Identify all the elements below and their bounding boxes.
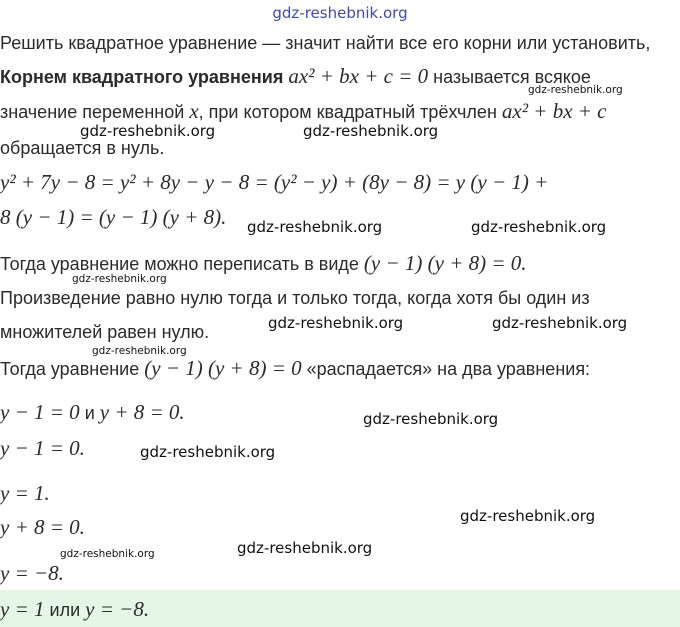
definition-line	[0, 64, 591, 89]
definition-rest: называется всякое	[433, 67, 591, 87]
equation-pair-b: y + 8 = 0.	[99, 400, 185, 424]
intro-trinomial: ax² + bx + c	[501, 99, 607, 123]
watermark: gdz-reshebnik.org	[528, 84, 623, 96]
rewrite-expression: (y − 1) (y + 8) = 0.	[363, 251, 527, 275]
watermark: gdz-reshebnik.org	[140, 443, 276, 461]
split-prefix: Тогда уравнение	[0, 359, 140, 379]
intro-line-3	[0, 99, 607, 124]
solution-2: y = −8.	[0, 561, 64, 585]
equation-pair-a: y − 1 = 0	[0, 400, 80, 424]
intro-line-1: Решить квадратное уравнение — значит найти все его корни или установить,	[0, 33, 651, 53]
watermark: gdz-reshebnik.org	[80, 122, 216, 140]
rewrite-prefix: Тогда уравнение можно переписать в виде	[0, 254, 359, 274]
answer-root-1: y = 1	[0, 597, 45, 621]
watermark: gdz-reshebnik.org	[363, 410, 499, 428]
equation-pair	[0, 400, 185, 425]
site-header	[0, 0, 680, 26]
watermark: gdz-reshebnik.org	[268, 314, 404, 332]
answer-line	[0, 597, 149, 622]
split-suffix: «распадается» на два уравнения:	[306, 359, 591, 379]
watermark: gdz-reshebnik.org	[460, 507, 596, 525]
watermark: gdz-reshebnik.org	[92, 345, 187, 357]
equation-2: y + 8 = 0.	[0, 515, 85, 539]
intro-line-4: обращается в нуль.	[0, 138, 165, 158]
equation-1: y − 1 = 0.	[0, 436, 85, 460]
watermark: gdz-reshebnik.org	[60, 548, 155, 560]
split-expression: (y − 1) (y + 8) = 0	[144, 356, 302, 380]
answer-or: или	[49, 600, 81, 620]
derivation-line-2: 8 (y − 1) = (y − 1) (y + 8).	[0, 205, 227, 229]
watermark: gdz-reshebnik.org	[72, 273, 167, 285]
definition-term: Корнем квадратного уравнения	[0, 67, 284, 87]
intro-line-3-text-a: значение переменной	[0, 102, 185, 122]
split-line	[0, 356, 590, 381]
answer-root-2: y = −8.	[85, 597, 150, 621]
zero-product-line-1: Произведение равно нулю тогда и только тогда, когда хотя бы один из	[0, 288, 590, 308]
watermark: gdz-reshebnik.org	[471, 218, 607, 236]
definition-equation: ax² + bx + c = 0	[288, 64, 429, 88]
watermark: gdz-reshebnik.org	[303, 122, 439, 140]
watermark: gdz-reshebnik.org	[237, 539, 373, 557]
solution-1: y = 1.	[0, 481, 50, 505]
site-header-link[interactable]: gdz-reshebnik.org	[272, 4, 408, 22]
intro-line-3-text-b: , при котором квадратный трёхчлен	[198, 102, 497, 122]
watermark: gdz-reshebnik.org	[492, 314, 628, 332]
equation-pair-and: и	[84, 403, 95, 423]
zero-product-line-2: множителей равен нулю.	[0, 322, 210, 342]
derivation-line-1: y² + 7y − 8 = y² + 8y − y − 8 = (y² − y) + (8y − 8) = y (y − 1) +	[0, 170, 549, 194]
watermark: gdz-reshebnik.org	[247, 218, 383, 236]
intro-variable: x	[189, 99, 199, 123]
